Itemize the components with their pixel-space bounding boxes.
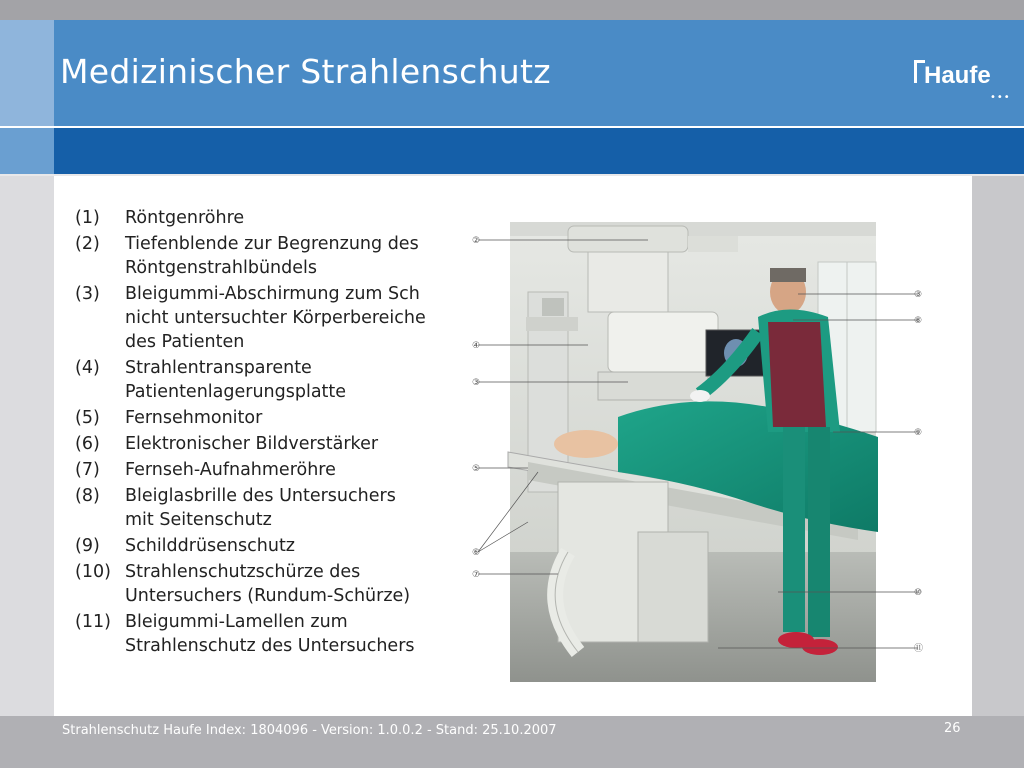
list-item <box>75 281 470 355</box>
list-item-text: Strahlenschutz des Untersuchers <box>125 636 415 656</box>
callout-marker: ⑧ <box>914 316 923 326</box>
divider-line <box>0 126 1024 128</box>
list-item-number: (5) <box>75 408 100 428</box>
list-item-number: (2) <box>75 234 100 254</box>
list-item <box>75 609 470 659</box>
list-item-number: (9) <box>75 536 100 556</box>
footer-text: Strahlenschutz Haufe Index: 1804096 - Version: 1.0.0.2 - Stand: 25.10.2007 <box>62 723 557 738</box>
list-item <box>75 457 470 483</box>
callout-marker: ⑤ <box>472 464 481 474</box>
logo-text: Haufe <box>924 62 991 89</box>
right-margin <box>972 176 1024 716</box>
callout-marker: ⑥ <box>472 548 481 558</box>
list-item-number: (7) <box>75 460 100 480</box>
header-subbar <box>54 128 1024 174</box>
list-item-text: Strahlentransparente <box>125 358 312 378</box>
list-item <box>75 483 470 533</box>
list-item-text: Elektronischer Bildverstärker <box>125 434 379 454</box>
left-margin <box>0 176 54 768</box>
list-item-text: Fernseh-Aufnahmeröhre <box>125 460 336 480</box>
callout-marker: ⑪ <box>914 644 924 654</box>
callout-marker: ③ <box>472 378 481 388</box>
list-item-text: Röntgenröhre <box>125 208 245 228</box>
list-item-text: Schilddrüsenschutz <box>125 536 295 556</box>
callout-marker: ③ <box>914 290 923 300</box>
list-item <box>75 205 470 231</box>
list-item-number: (3) <box>75 284 100 304</box>
list-item <box>75 533 470 559</box>
list-item-text: Untersuchers (Rundum-Schürze) <box>125 586 411 606</box>
list-item-text: Röntgenstrahlbündels <box>125 258 317 278</box>
list-item <box>75 431 470 457</box>
list-item <box>75 355 470 405</box>
callout-marker: ④ <box>472 341 481 351</box>
list-item-number: (6) <box>75 434 100 454</box>
logo-dots-icon: ••• <box>990 92 1011 103</box>
list-item-number: (1) <box>75 208 100 228</box>
list-item <box>75 405 470 431</box>
page-number: 26 <box>944 721 961 736</box>
list-item-text: des Patienten <box>125 332 245 352</box>
list-item-text: Bleiglasbrille des Untersuchers <box>125 486 396 506</box>
callout-marker: ⑩ <box>914 588 923 598</box>
callout-marker: ⑦ <box>472 570 481 580</box>
callout-marker: ⑨ <box>914 428 923 438</box>
top-band <box>0 0 1024 20</box>
list-item-text: Tiefenblende zur Begrenzung des <box>125 234 419 254</box>
list-item <box>75 559 470 609</box>
list-item-text: mit Seitenschutz <box>125 510 272 530</box>
slide-title: Medizinischer Strahlenschutz <box>60 52 551 91</box>
haufe-logo <box>914 58 1011 104</box>
list-item-text: Fernsehmonitor <box>125 408 263 428</box>
list-item <box>75 231 470 281</box>
callout-marker: ② <box>472 236 481 246</box>
list-item-number: (11) <box>75 612 111 632</box>
component-list <box>75 205 470 659</box>
list-item-text: Bleigummi-Lamellen zum <box>125 612 348 632</box>
list-item-number: (10) <box>75 562 111 582</box>
left-accent-top <box>0 20 54 126</box>
list-item-text: Bleigummi-Abschirmung zum Sch <box>125 284 420 304</box>
list-item-text: Patientenlagerungsplatte <box>125 382 347 402</box>
list-item-number: (4) <box>75 358 100 378</box>
list-item-text: Strahlenschutzschürze des <box>125 562 361 582</box>
list-item-text: nicht untersuchter Körperbereiche <box>125 308 426 328</box>
list-item-number: (8) <box>75 486 100 506</box>
left-accent-bottom <box>0 128 54 174</box>
xray-room-photo <box>468 222 938 682</box>
